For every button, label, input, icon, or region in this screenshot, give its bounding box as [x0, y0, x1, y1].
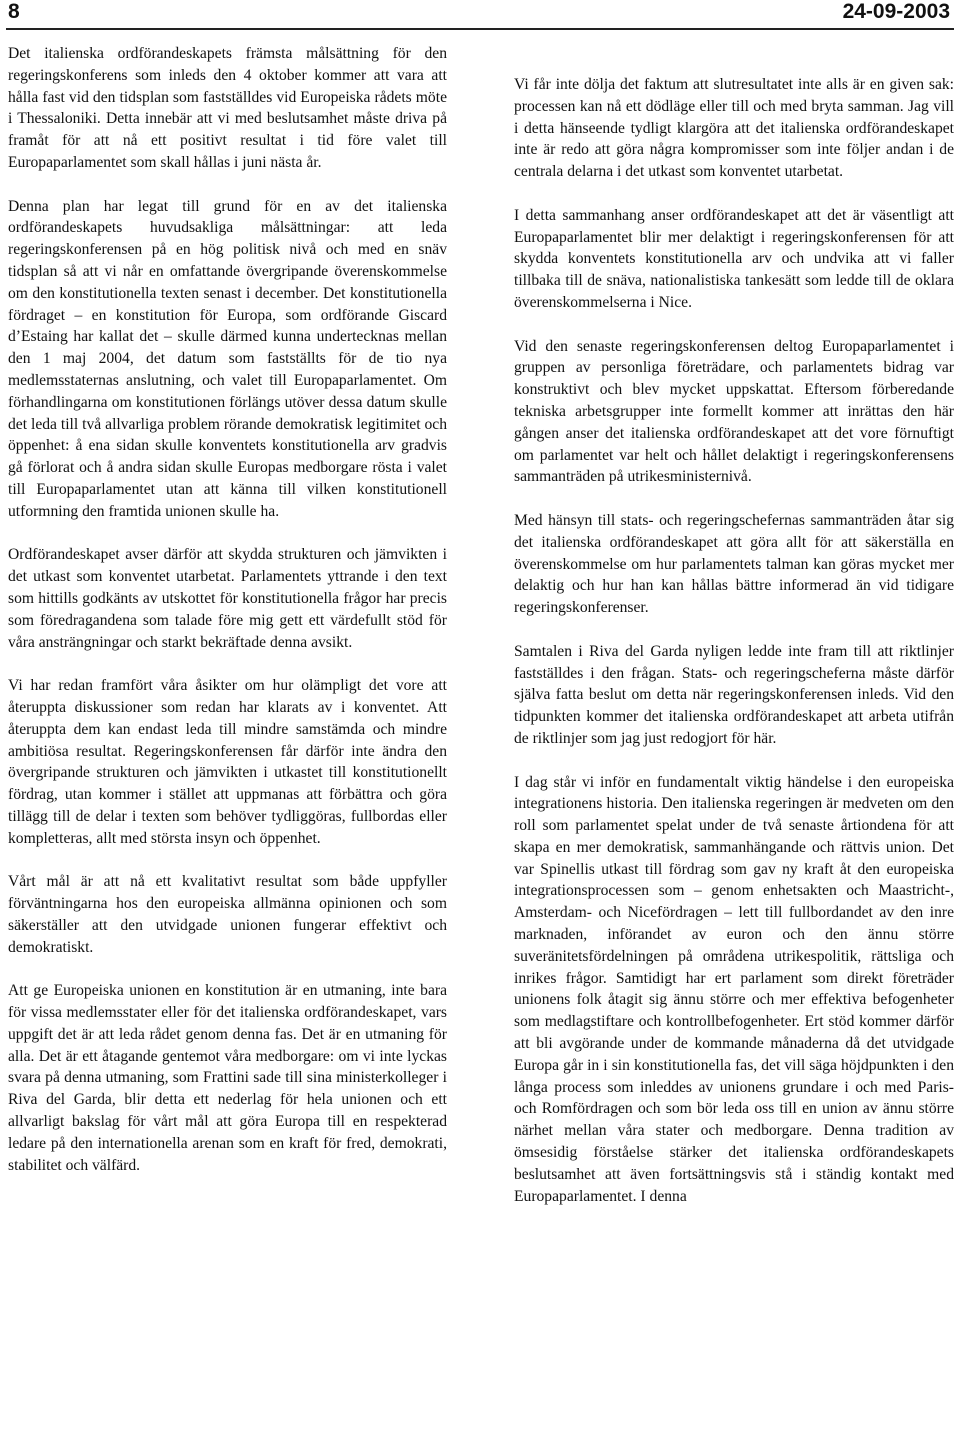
paragraph: I detta sammanhang anser ordförandeskapet att det är väsentligt att Europaparlamentet blir mer delaktigt i regeringskonferensen för att skydda konventets konstitutionella arv och undvika att vi faller tillbaka till de snäva, nationalistiska tankesätt som ledde till de oklara överenskommelserna i Nice. — [514, 206, 954, 311]
paragraph: Vi får inte dölja det faktum att slutresultatet inte alls är en given sak: processen kan nå ett dödläge eller till och med bryta samman. Jag vill i detta hänseende tydligt klargöra att det italienska ordförandeskapet inte är redo att göra några kompromisser som inte följer andan i de centrala delarna i det utkast som konventet utarbetat. — [514, 76, 954, 181]
header-rule — [6, 28, 954, 30]
paragraph: Vid den senaste regeringskonferensen deltog Europaparlamentet i gruppen av personliga företrädare, och parlamentets bidrag var konstruktivt och blev mycket uppskattat. Eftersom förberedande tekniska arbetsgrupper inte formellt kommer att inrättas den här gången anser det italienska ordförandeskapet att det vore förnuftigt om parlamentet var helt och hållet delaktigt i regeringskonferensens sammanträden på utrikesministernivå. — [514, 337, 954, 486]
paragraph: Att ge Europeiska unionen en konstitution är en utmaning, inte bara för vissa medlemsstater eller för det italienska ordförandeskapet, vars uppgift det är att leda rådet genom denna fas. Det är en utmaning för alla. Det är ett åtagande gentemot våra medborgare: om vi inte lyckas svara på denna utmaning, som Frattini sade till sina ministerkolleger i Riva del Garda, blir detta ett nederlag för hela unionen och ett allvarligt bakslag för vårt mål att göra Europa till en respekterad ledare på den internationella arenan som en kraft för fred, demokrati, stabilitet och välfärd. — [8, 982, 447, 1174]
page-number: 8 — [8, 0, 20, 23]
paragraph: Ordförandeskapet avser därför att skydda strukturen och jämvikten i det utkast som konventet utarbetat. Parlamentets yttrande i den text som hittills godkänts av utskottet för konstitutionella frågor har precis som föredragandena som talade före mig gett ett värdefullt stöd för våra ansträngningar och starkt bekräftade denna avsikt. — [8, 546, 447, 651]
paragraph: Denna plan har legat till grund för en av det italienska ordförandeskapets huvudsakliga målsättningar: att leda regeringskonferensen på en hög politisk nivå och med en snäv tidsplan så att vi når en omfattande övergripande överenskommelse om den konstitutionella texten senast i december. Det konstitutionella fördraget – en konstitution för Europa, som ordförande Giscard d’Estaing har kallat det – skulle därmed kunna undertecknas mellan den 1 maj 2004, det datum som fastställts för de tio nya medlemsstaternas anslutning, och valet till Europaparlamentet. Om förhandlingarna om konstitutionen förlängs utöver dessa datum skulle det leda till två allvarliga problem rörande demokratisk legitimitet och öppenhet: å ena sidan skulle konventets konstitutionella arv gradvis gå förlorat och å andra sidan skulle Europas medborgare rösta i valet till Europaparlamentet utan att känna till vilken konstitutionell utformning den framtida unionen skulle ha. — [8, 197, 447, 520]
paragraph: Samtalen i Riva del Garda nyligen ledde inte fram till att riktlinjer fastställdes i den frågan. Stats- och regeringscheferna måste därför själva fatta beslut om detta när regeringskonferensen inleds. Vid den tidpunkten kommer det italienska ordförandeskapet att arbeta utifrån de riktlinjer som jag just redogjort för här. — [514, 642, 954, 747]
page-header — [8, 0, 950, 27]
paragraph: Det italienska ordförandeskapets främsta målsättning för den regeringskonferens som inleds den 4 oktober kommer att vara att hålla fast vid den tidsplan som fastställdes vid Europeiska rådets möte i Thessaloniki. Detta innebär att vi med beslutsamhet måste driva på framåt för att nå ett positivt resultat i tid före valet till Europaparlamentet som skall hållas i juni nästa år. — [8, 45, 447, 171]
page-date: 24-09-2003 — [842, 0, 950, 23]
right-column — [514, 74, 954, 1207]
paragraph: Vårt mål är att nå ett kvalitativt resultat som både uppfyller förväntningarna hos den europeiska allmänna opinionen och som säkerställer att den utvidgade unionen fungerar effektivt och demokratiskt. — [8, 873, 447, 956]
left-column — [8, 43, 447, 1176]
paragraph: Vi har redan framfört våra åsikter om hur olämpligt det vore att återuppta diskussioner som redan har klarats av i konventet. Att återuppta dem kan endast leda till mindre samstämda och mindre ambitiösa resultat. Regeringskonferensen får därför inte ändra den övergripande strukturen och jämvikten i utkastet till konstitutionellt fördrag, utan kommer i stället att uppmanas att förbättra och göra tillägg till de delar i texten som behöver tydliggöras, fullbordas eller kompletteras, allt med största insyn och öppenhet. — [8, 677, 447, 847]
paragraph: I dag står vi inför en fundamentalt viktig händelse i den europeiska integrationens historia. Den italienska regeringen är medveten om den roll som parlamentet spelat under de två senaste årtiondena för att skapa en mer demokratisk, sammanhängande och rättvis union. Det var Spinellis utkast till fördrag som gav ny kraft åt den europeiska integrationsprocessen som – genom enhetsakten och Maastricht-, Amsterdam- och Nicefördragen – lett till fullbordandet av den inre marknaden, införandet av euron och den ännu större suveränitetsfördelningen på områdena utrikespolitik, rättsliga och inrikes frågor. Samtidigt har ert parlament som direkt företräder unionens folk åtagit sig ännu större och mer effektiva befogenheter som medlagstiftare och kontrollbefogenheter. Ert stöd kommer därför att bli avgörande under de kommande månaderna då det utvidgade Europa går in i sin konstitutionella fas, det vill säga höjdpunkten i den långa process som inleddes av unionens grundare i och med Paris- och Romfördragen och som bör leda oss till en union av ännu större närhet mellan våra stater och medborgare. Denna tradition av ömsesidig förståelse stärker det italienska ordförandeskapets beslutsamhet att även fortsättningsvis stå i ständig kontakt med Europaparlamentet. I denna — [514, 773, 954, 1205]
paragraph: Med hänsyn till stats- och regeringschefernas sammanträden åtar sig det italienska ordförandeskapet att göra allt för att säkerställa en överenskommelse om hur parlamentets talman kan göras mycket mer delaktig och hur han kan hållas bättre informerad än vid tidigare regeringskonferenser. — [514, 511, 954, 617]
